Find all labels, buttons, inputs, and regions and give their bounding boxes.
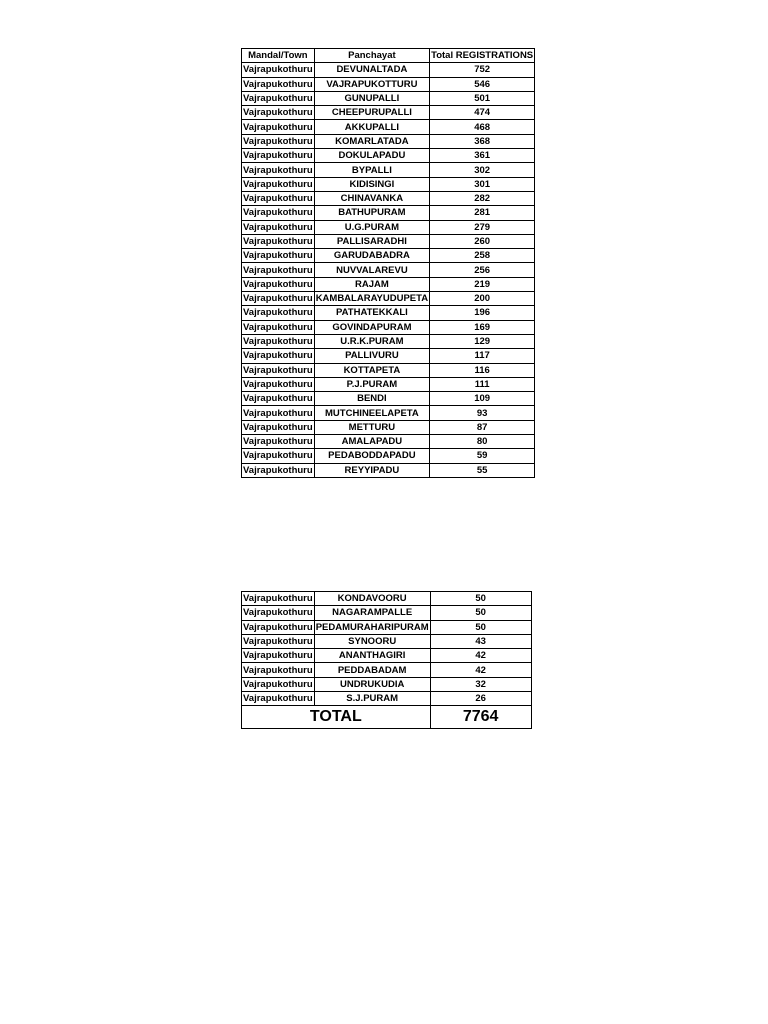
table-row bbox=[242, 435, 535, 449]
table-body-part-1 bbox=[242, 63, 535, 478]
cell-mandal-town: Vajrapukothuru bbox=[243, 364, 313, 376]
cell-mandal-town: Vajrapukothuru bbox=[243, 421, 313, 433]
cell-panchayat: UNDRUKUDIA bbox=[314, 677, 430, 691]
table-row bbox=[242, 377, 535, 391]
cell-mandal-town: Vajrapukothuru bbox=[243, 150, 313, 162]
cell-mandal-town: Vajrapukothuru bbox=[243, 278, 313, 290]
cell-mandal-town: Vajrapukothuru bbox=[243, 407, 313, 419]
table-row bbox=[242, 292, 535, 306]
table-row bbox=[242, 677, 532, 691]
cell-panchayat: DOKULAPADU bbox=[314, 149, 429, 163]
cell-registrations: 546 bbox=[430, 77, 535, 91]
cell-panchayat: U.R.K.PURAM bbox=[314, 334, 429, 348]
cell-panchayat: KOTTAPETA bbox=[314, 363, 429, 377]
table-row bbox=[242, 592, 532, 606]
cell-panchayat: GOVINDAPURAM bbox=[314, 320, 429, 334]
cell-mandal-town: Vajrapukothuru bbox=[243, 164, 313, 176]
cell-panchayat: CHEEPURUPALLI bbox=[314, 106, 429, 120]
cell-mandal-town: Vajrapukothuru bbox=[243, 378, 313, 390]
cell-panchayat: PEDABODDAPADU bbox=[314, 449, 429, 463]
cell-registrations: 474 bbox=[430, 106, 535, 120]
cell-registrations: 109 bbox=[430, 392, 535, 406]
cell-panchayat: GARUDABADRA bbox=[314, 249, 429, 263]
cell-mandal-town: Vajrapukothuru bbox=[243, 78, 313, 90]
cell-panchayat: KOMARLATADA bbox=[314, 134, 429, 148]
cell-panchayat: NUVVALAREVU bbox=[314, 263, 429, 277]
cell-registrations: 200 bbox=[430, 292, 535, 306]
table-row bbox=[242, 277, 535, 291]
cell-registrations: 260 bbox=[430, 234, 535, 248]
table-row bbox=[242, 620, 532, 634]
cell-panchayat: AMALAPADU bbox=[314, 435, 429, 449]
cell-panchayat: CHINAVANKA bbox=[314, 191, 429, 205]
cell-panchayat: VAJRAPUKOTTURU bbox=[314, 77, 429, 91]
cell-panchayat: PALLISARADHI bbox=[314, 234, 429, 248]
cell-mandal-town: Vajrapukothuru bbox=[243, 464, 313, 476]
cell-mandal-town: Vajrapukothuru bbox=[243, 178, 313, 190]
cell-panchayat: MUTCHINEELAPETA bbox=[314, 406, 429, 420]
cell-panchayat: BYPALLI bbox=[314, 163, 429, 177]
header-mandal-town: Mandal/Town bbox=[242, 49, 315, 63]
cell-panchayat: PALLIVURU bbox=[314, 349, 429, 363]
cell-panchayat: ANANTHAGIRI bbox=[314, 649, 430, 663]
total-value: 7764 bbox=[430, 706, 531, 729]
table-row bbox=[242, 306, 535, 320]
table-row bbox=[242, 120, 535, 134]
table-row bbox=[242, 634, 532, 648]
cell-registrations: 501 bbox=[430, 91, 535, 105]
table-row bbox=[242, 663, 532, 677]
cell-panchayat: PEDDABADAM bbox=[314, 663, 430, 677]
table-row bbox=[242, 449, 535, 463]
table-row bbox=[242, 463, 535, 477]
cell-mandal-town: Vajrapukothuru bbox=[243, 664, 313, 676]
cell-registrations: 361 bbox=[430, 149, 535, 163]
table-row bbox=[242, 206, 535, 220]
cell-mandal-town: Vajrapukothuru bbox=[243, 636, 313, 648]
cell-panchayat: KIDISINGI bbox=[314, 177, 429, 191]
registrations-table-part-2 bbox=[241, 591, 532, 729]
cell-mandal-town: Vajrapukothuru bbox=[243, 307, 313, 319]
table-row bbox=[242, 134, 535, 148]
cell-registrations: 43 bbox=[430, 634, 531, 648]
table-row bbox=[242, 263, 535, 277]
cell-registrations: 117 bbox=[430, 349, 535, 363]
cell-mandal-town: Vajrapukothuru bbox=[243, 678, 313, 690]
table-row bbox=[242, 63, 535, 77]
cell-registrations: 256 bbox=[430, 263, 535, 277]
header-panchayat: Panchayat bbox=[314, 49, 429, 63]
cell-mandal-town: Vajrapukothuru bbox=[243, 121, 313, 133]
cell-registrations: 258 bbox=[430, 249, 535, 263]
cell-mandal-town: Vajrapukothuru bbox=[243, 193, 313, 205]
header-row bbox=[242, 49, 535, 63]
table-row bbox=[242, 334, 535, 348]
table-row bbox=[242, 320, 535, 334]
table-row bbox=[242, 163, 535, 177]
cell-registrations: 50 bbox=[430, 592, 531, 606]
cell-mandal-town: Vajrapukothuru bbox=[243, 64, 313, 76]
table-row bbox=[242, 692, 532, 706]
cell-panchayat: RAJAM bbox=[314, 277, 429, 291]
cell-mandal-town: Vajrapukothuru bbox=[243, 350, 313, 362]
table-row bbox=[242, 191, 535, 205]
cell-registrations: 42 bbox=[430, 663, 531, 677]
cell-registrations: 468 bbox=[430, 120, 535, 134]
cell-panchayat: NAGARAMPALLE bbox=[314, 606, 430, 620]
cell-registrations: 282 bbox=[430, 191, 535, 205]
cell-panchayat: KONDAVOORU bbox=[314, 592, 430, 606]
table-row bbox=[242, 420, 535, 434]
cell-mandal-town: Vajrapukothuru bbox=[243, 393, 313, 405]
cell-panchayat: U.G.PURAM bbox=[314, 220, 429, 234]
cell-registrations: 80 bbox=[430, 435, 535, 449]
cell-mandal-town: Vajrapukothuru bbox=[243, 621, 313, 633]
cell-mandal-town: Vajrapukothuru bbox=[243, 593, 313, 605]
cell-registrations: 368 bbox=[430, 134, 535, 148]
cell-panchayat: S.J.PURAM bbox=[314, 692, 430, 706]
table-body-part-2 bbox=[242, 592, 532, 706]
cell-registrations: 301 bbox=[430, 177, 535, 191]
cell-registrations: 32 bbox=[430, 677, 531, 691]
cell-panchayat: GUNUPALLI bbox=[314, 91, 429, 105]
cell-registrations: 59 bbox=[430, 449, 535, 463]
table-row bbox=[242, 363, 535, 377]
cell-registrations: 93 bbox=[430, 406, 535, 420]
cell-registrations: 219 bbox=[430, 277, 535, 291]
cell-registrations: 55 bbox=[430, 463, 535, 477]
cell-registrations: 169 bbox=[430, 320, 535, 334]
cell-registrations: 129 bbox=[430, 334, 535, 348]
table-row bbox=[242, 392, 535, 406]
cell-mandal-town: Vajrapukothuru bbox=[243, 607, 313, 619]
cell-mandal-town: Vajrapukothuru bbox=[243, 264, 313, 276]
total-row bbox=[242, 706, 532, 729]
cell-mandal-town: Vajrapukothuru bbox=[243, 650, 313, 662]
cell-mandal-town: Vajrapukothuru bbox=[243, 336, 313, 348]
cell-registrations: 752 bbox=[430, 63, 535, 77]
cell-mandal-town: Vajrapukothuru bbox=[243, 293, 313, 305]
table-row bbox=[242, 406, 535, 420]
cell-registrations: 50 bbox=[430, 620, 531, 634]
cell-mandal-town: Vajrapukothuru bbox=[243, 436, 313, 448]
cell-mandal-town: Vajrapukothuru bbox=[243, 93, 313, 105]
table-row bbox=[242, 606, 532, 620]
cell-mandal-town: Vajrapukothuru bbox=[243, 236, 313, 247]
cell-mandal-town: Vajrapukothuru bbox=[243, 450, 313, 462]
cell-registrations: 111 bbox=[430, 377, 535, 391]
cell-registrations: 302 bbox=[430, 163, 535, 177]
cell-panchayat: KAMBALARAYUDUPETA bbox=[315, 293, 429, 305]
cell-panchayat: SYNOORU bbox=[314, 634, 430, 648]
cell-registrations: 42 bbox=[430, 649, 531, 663]
cell-mandal-town: Vajrapukothuru bbox=[243, 135, 313, 147]
table-row bbox=[242, 234, 535, 248]
table-row bbox=[242, 649, 532, 663]
cell-mandal-town: Vajrapukothuru bbox=[243, 207, 313, 219]
cell-registrations: 279 bbox=[430, 220, 535, 234]
cell-panchayat: METTURU bbox=[314, 420, 429, 434]
cell-mandal-town: Vajrapukothuru bbox=[243, 107, 313, 119]
cell-panchayat: BATHUPURAM bbox=[314, 206, 429, 220]
cell-mandal-town: Vajrapukothuru bbox=[243, 693, 313, 705]
table-row bbox=[242, 149, 535, 163]
cell-registrations: 281 bbox=[430, 206, 535, 220]
table-row bbox=[242, 77, 535, 91]
total-label: TOTAL bbox=[242, 706, 431, 729]
cell-panchayat: REYYIPADU bbox=[314, 463, 429, 477]
table-row bbox=[242, 249, 535, 263]
registrations-table-part-1 bbox=[241, 48, 535, 478]
cell-panchayat: BENDI bbox=[314, 392, 429, 406]
cell-registrations: 116 bbox=[430, 363, 535, 377]
cell-panchayat: AKKUPALLI bbox=[314, 120, 429, 134]
cell-registrations: 50 bbox=[430, 606, 531, 620]
cell-mandal-town: Vajrapukothuru bbox=[243, 321, 313, 333]
cell-registrations: 196 bbox=[430, 306, 535, 320]
cell-panchayat: PEDAMURAHARIPURAM bbox=[315, 621, 429, 633]
table-row bbox=[242, 220, 535, 234]
header-total-registrations: Total REGISTRATIONS bbox=[431, 50, 534, 62]
table-row bbox=[242, 106, 535, 120]
table-row bbox=[242, 91, 535, 105]
cell-registrations: 87 bbox=[430, 420, 535, 434]
cell-panchayat: P.J.PURAM bbox=[314, 377, 429, 391]
cell-mandal-town: Vajrapukothuru bbox=[243, 221, 313, 233]
cell-mandal-town: Vajrapukothuru bbox=[243, 250, 313, 262]
table-row bbox=[242, 177, 535, 191]
cell-registrations: 26 bbox=[430, 692, 531, 706]
cell-panchayat: PATHATEKKALI bbox=[314, 306, 429, 320]
cell-panchayat: DEVUNALTADA bbox=[314, 63, 429, 77]
table-row bbox=[242, 349, 535, 363]
